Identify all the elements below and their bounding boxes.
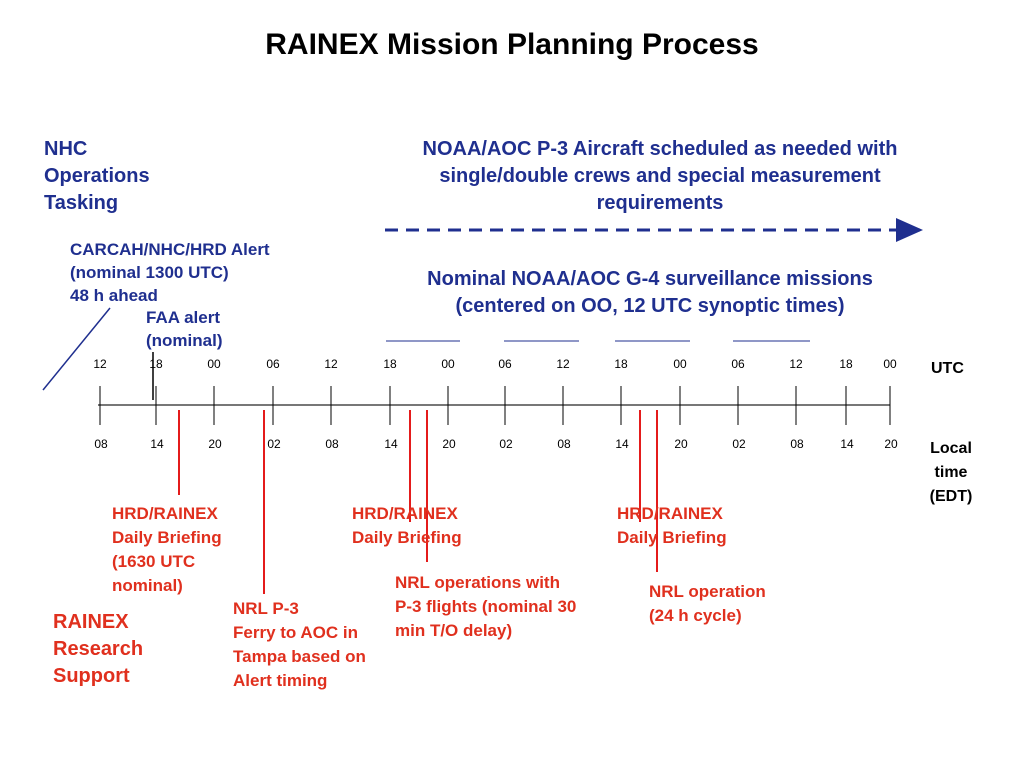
local-tick-label: 08 [790,437,804,451]
local-tick-label: 20 [208,437,222,451]
local-tick-label: 14 [840,437,854,451]
utc-tick-label: 00 [207,357,221,371]
utc-tick-label: 12 [556,357,570,371]
local-label-line: (EDT) [929,488,973,505]
support-line: Research [53,638,144,660]
rainex-research-support-label [53,609,143,690]
utc-tick-label: 00 [441,357,455,371]
event-line: HRD/RAINEX [352,504,458,523]
g4-note-line: Nominal NOAA/AOC G-4 surveillance missions [427,268,873,290]
hrd-briefing-2-label [352,502,462,550]
event-line: min T/O delay) [395,621,513,640]
g4-note-line: (centered on OO, 12 UTC synoptic times) [455,295,845,317]
local-tick-label: 02 [732,437,746,451]
utc-tick-label: 06 [498,357,512,371]
local-tick-label: 08 [557,437,571,451]
support-line: Support [53,665,130,687]
utc-axis-label: UTC [931,360,964,377]
utc-tick-label: 06 [266,357,280,371]
utc-tick-label: 00 [673,357,687,371]
nrl-ops-cycle-label [649,580,766,628]
local-tick-label: 14 [384,437,398,451]
faa-line: FAA alert [146,308,221,327]
event-line: Ferry to AOC in [233,623,358,642]
nhc-line: NHC [44,138,88,160]
utc-tick-label: 18 [839,357,853,371]
hrd-briefing-3-label [617,502,727,550]
utc-tick-label: 18 [383,357,397,371]
local-tick-label: 08 [94,437,108,451]
p3-note-line: single/double crews and special measurement [439,165,881,187]
event-line: NRL operations with [395,573,560,592]
utc-tick-label: 00 [883,357,897,371]
local-time-axis-label [916,437,986,509]
local-tick-label: 14 [150,437,164,451]
p3-note-line: requirements [596,192,724,214]
event-line: nominal) [112,576,183,595]
alert-pointer-line [43,308,110,390]
utc-tick-label: 12 [789,357,803,371]
utc-tick-label: 12 [93,357,107,371]
local-tick-label: 14 [615,437,629,451]
local-label-line: Local [930,440,972,457]
local-tick-label: 02 [499,437,513,451]
nhc-line: Operations [44,165,150,187]
utc-tick-label: 18 [149,357,163,371]
event-line: Daily Briefing [352,528,462,547]
local-tick-label: 20 [884,437,898,451]
local-tick-label: 02 [267,437,281,451]
event-line: (1630 UTC [112,552,196,571]
page-title: RAINEX Mission Planning Process [265,28,759,61]
local-tick-label: 20 [674,437,688,451]
carcah-line: CARCAH/NHC/HRD Alert [70,240,270,259]
event-line: NRL P-3 [233,599,299,618]
carcah-line: (nominal 1300 UTC) [70,263,229,282]
faa-line: (nominal) [146,331,223,350]
utc-tick-label: 18 [614,357,628,371]
support-line: RAINEX [53,611,129,633]
nrl-ops-p3-label [395,571,576,643]
nhc-line: Tasking [44,192,119,214]
event-line: (24 h cycle) [649,606,742,625]
event-line: Alert timing [233,671,328,690]
p3-note-line: NOAA/AOC P-3 Aircraft scheduled as needed with [422,138,898,160]
utc-tick-label: 06 [731,357,745,371]
event-line: HRD/RAINEX [617,504,723,523]
hrd-briefing-1-label [112,502,222,598]
nrl-ferry-label [233,597,366,693]
event-line: NRL operation [649,582,766,601]
utc-tick-label: 12 [324,357,338,371]
event-line: P-3 flights (nominal 30 [395,597,577,616]
event-line: Daily Briefing [112,528,222,547]
local-label-line: time [934,464,968,481]
event-line: HRD/RAINEX [112,504,218,523]
event-line: Daily Briefing [617,528,727,547]
local-tick-label: 20 [442,437,456,451]
event-line: Tampa based on [233,647,366,666]
carcah-line: 48 h ahead [70,286,158,305]
local-tick-label: 08 [325,437,339,451]
